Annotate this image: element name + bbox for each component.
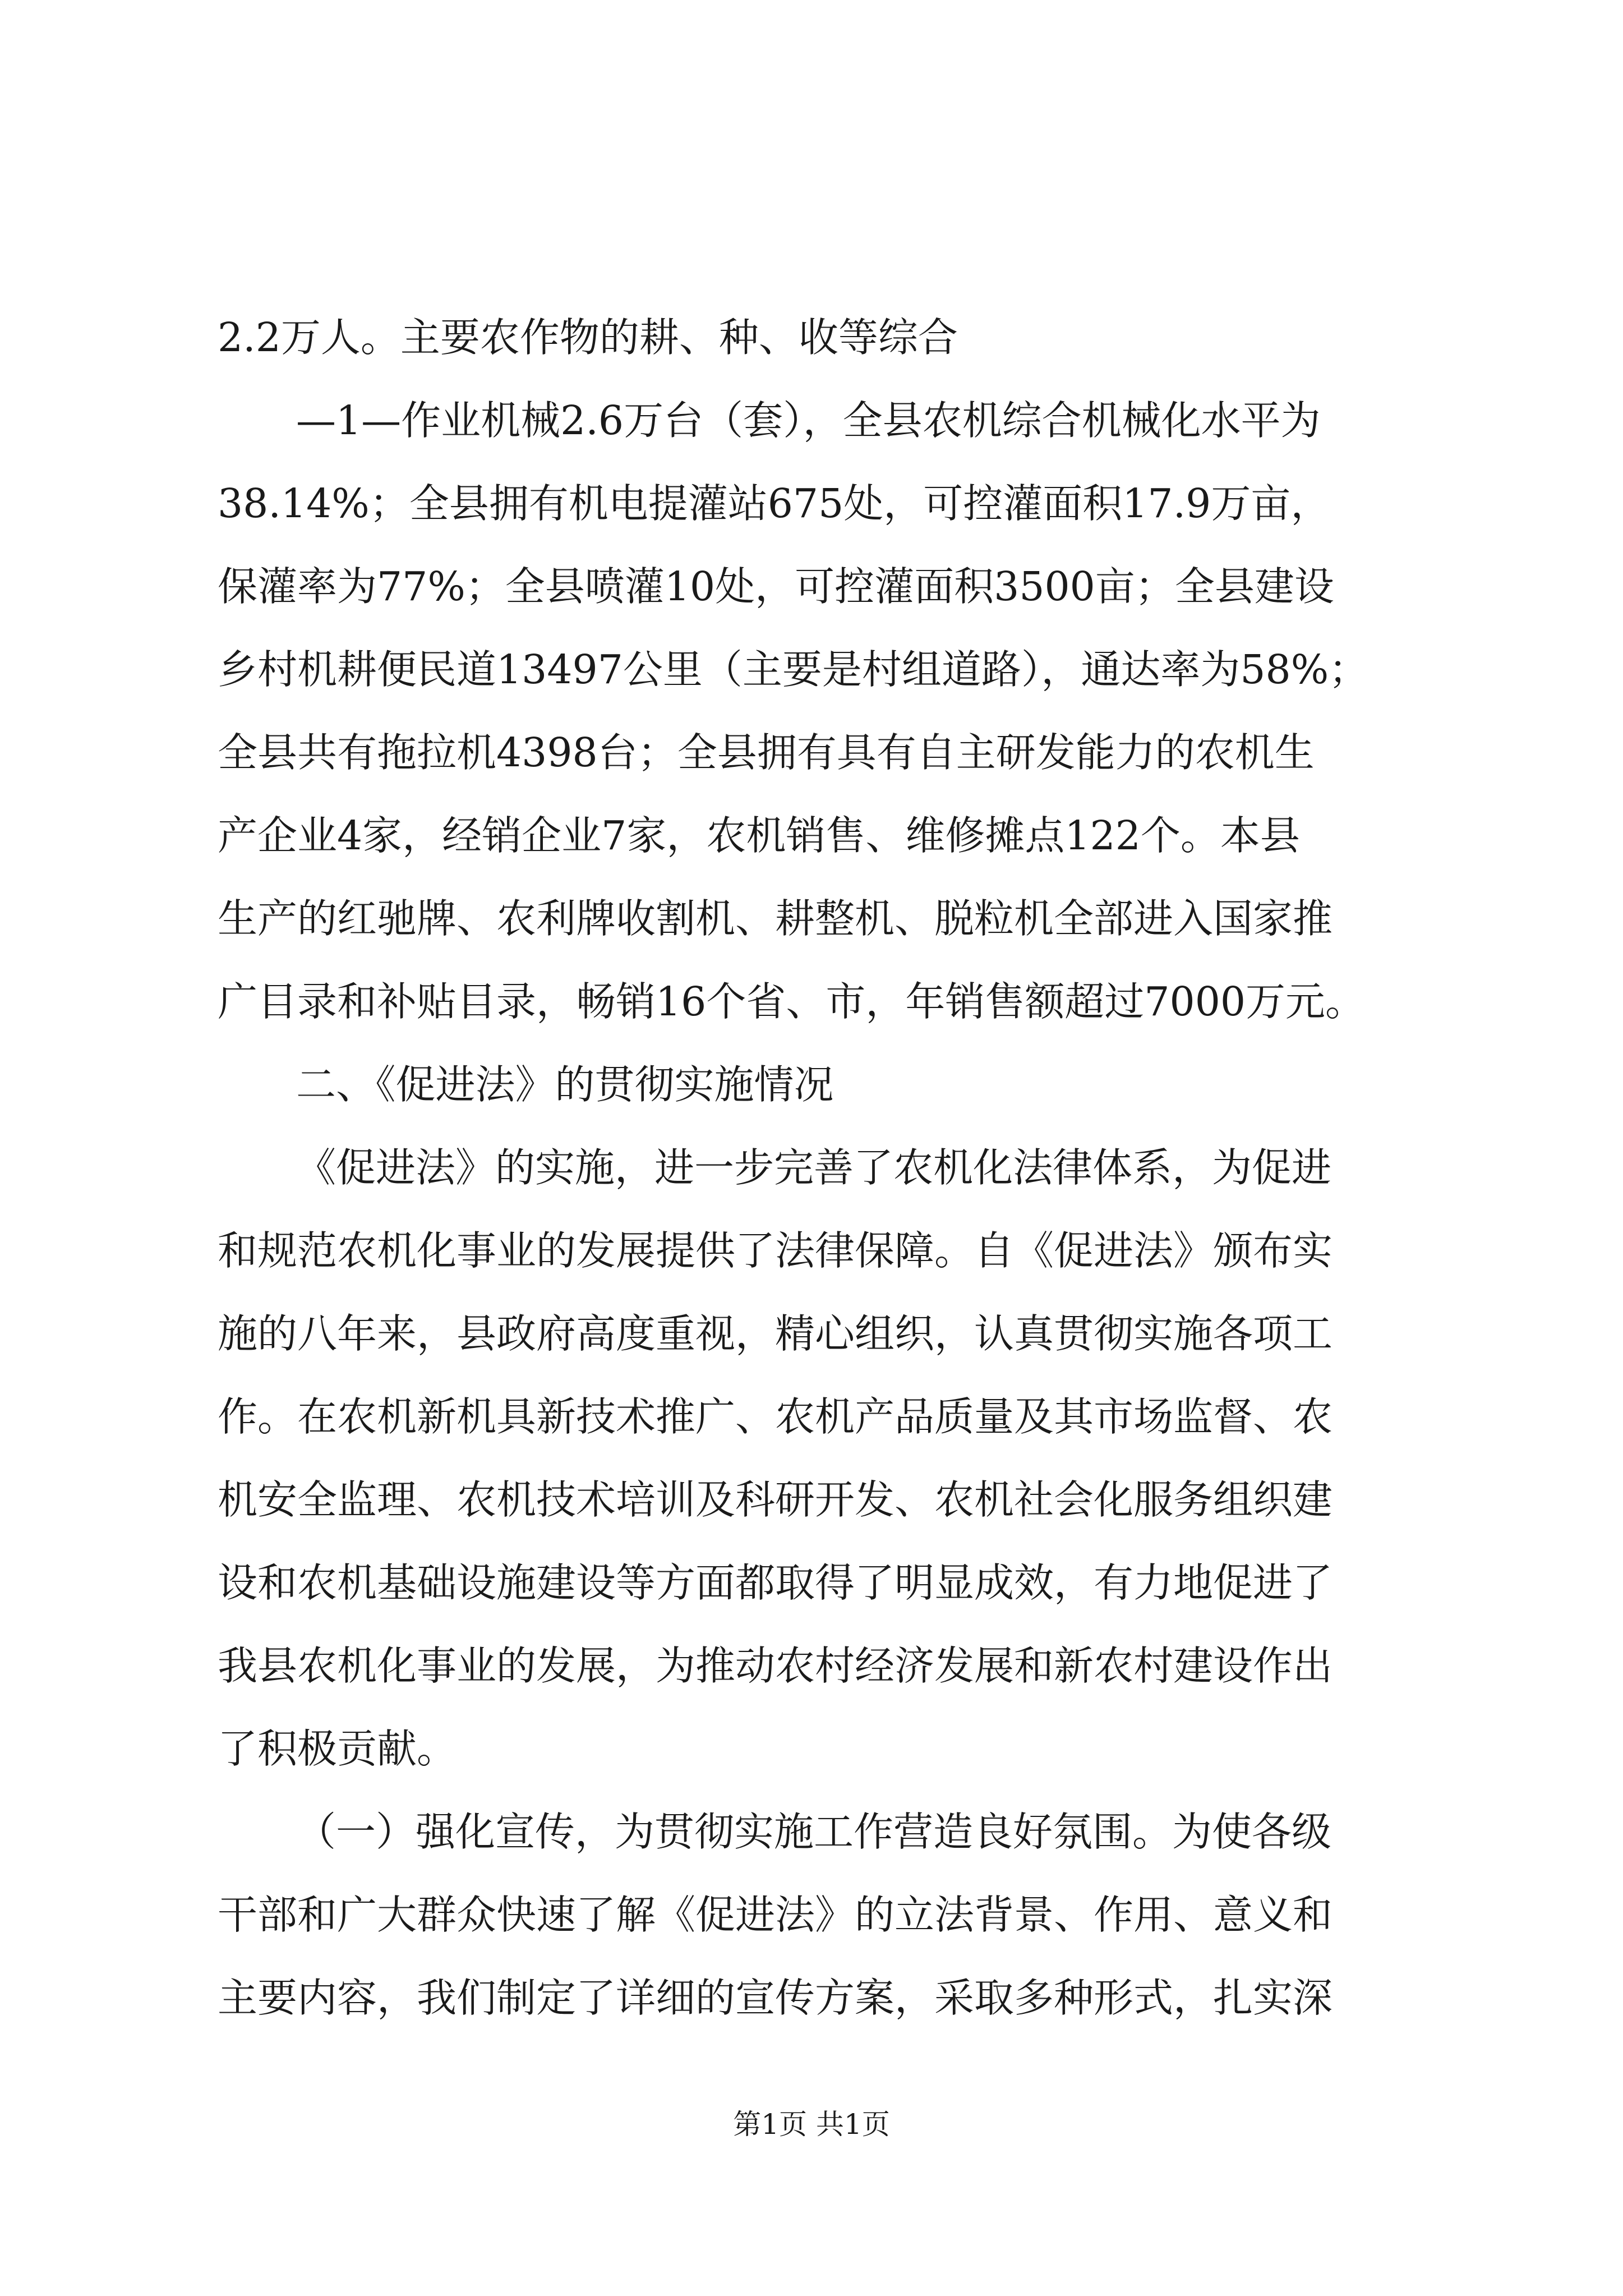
text-line: 保灌率为77%；全县喷灌10处，可控灌面积3500亩；全县建设 [218,563,1334,610]
text-line: 我县农机化事业的发展，为推动农村经济发展和新农村建设作出 [218,1642,1333,1689]
text-line: 作。在农机新机具新技术推广、农机产品质量及其市场监督、农 [218,1393,1333,1440]
document-body [218,296,1429,2040]
page-footer: 第1页 共1页 [733,2108,890,2141]
text-line: 干部和广大群众快速了解《促进法》的立法背景、作用、意义和 [218,1892,1333,1938]
text-line: —1—作业机械2.6万台（套），全县农机综合机械化水平为 [296,397,1321,444]
text-line: 广目录和补贴目录，畅销16个省、市，年销售额超过7000万元。 [218,978,1366,1025]
text-line: 主要内容，我们制定了详细的宣传方案，采取多种形式，扎实深 [218,1975,1333,2021]
text-line: 2.2万人。主要农作物的耕、种、收等综合 [218,314,958,361]
text-line: 设和农机基础设施建设等方面都取得了明显成效，有力地促进了 [218,1559,1333,1606]
text-line: 了积极贡献。 [218,1726,457,1772]
text-line: 机安全监理、农机技术培训及科研开发、农机社会化服务组织建 [218,1476,1333,1523]
text-line: 施的八年来，县政府高度重视，精心组织，认真贯彻实施各项工 [218,1310,1333,1357]
subsection-heading-line: （一）强化宣传，为贯彻实施工作营造良好氛围。为使各级 [296,1809,1332,1855]
text-line: 38.14%；全县拥有机电提灌站675处，可控灌面积17.9万亩， [218,480,1331,527]
text-line: 全县共有拖拉机4398台；全县拥有具有自主研发能力的农机生 [218,729,1315,776]
text-line: 生产的红驰牌、农利牌收割机、耕整机、脱粒机全部进入国家推 [218,895,1333,942]
section-heading: 二、《促进法》的贯彻实施情况 [296,1061,834,1108]
text-line: 《促进法》的实施，进一步完善了农机化法律体系，为促进 [296,1144,1332,1191]
text-line: 乡村机耕便民道13497公里（主要是村组道路），通达率为58%； [218,646,1369,693]
text-line: 产企业4家，经销企业7家，农机销售、维修摊点122个。本县 [218,812,1300,859]
text-line: 和规范农机化事业的发展提供了法律保障。自《促进法》颁布实 [218,1227,1333,1274]
